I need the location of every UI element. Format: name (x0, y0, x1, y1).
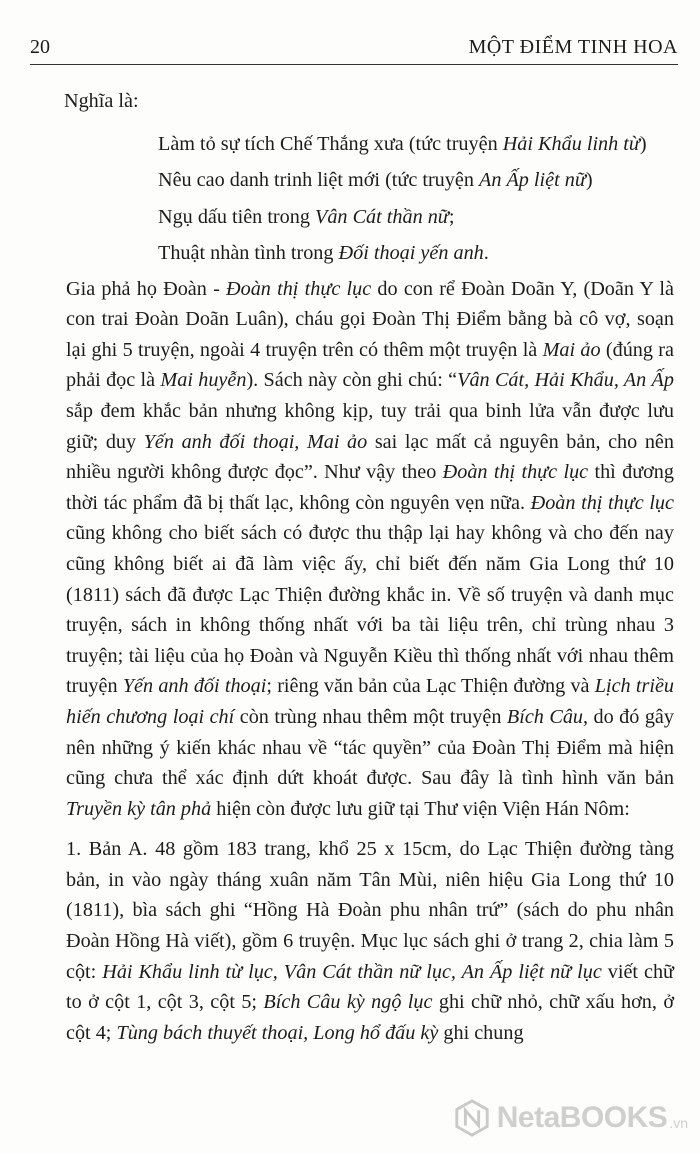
verse-line: Làm tỏ sự tích Chế Thắng xưa (tức truyện Hải Khẩu linh từ) (158, 132, 647, 155)
italic-title: Đoàn thị thực lục (530, 491, 674, 514)
text-run: hiện còn được lưu giữ tại Thư viện Viện Hán Nôm: (211, 797, 630, 820)
text-run: sai lạc mất cả nguyên bản, cho nên nhiều người không được đọc”. Như vậy theo (66, 430, 674, 484)
text-run: cũng không cho biết sách có được thu thập lại hay không và cho đến nay cũng không biết ai đã làm việc ấy, chỉ biết đến năm Gia Long thứ 10 (1811) sách đã được Lạc Thiện đường khắc in. Về số truyện và danh mục truyện, sách in không thống nhất với ba tài liệu trên, chỉ trùng nhau 3 truyện; tài liệu của họ Đoàn và Nguyễn Kiều thì thống nhất với nhau thêm truyện (66, 522, 674, 698)
intro-line: Nghĩa là: (64, 90, 139, 112)
italic-title: Bích Câu kỳ ngộ lục (263, 991, 433, 1014)
watermark-brand: NetaBOOKS (496, 1101, 668, 1134)
list-item-paragraph (66, 834, 674, 1048)
text-run: , do đó gây nên những ý kiến khác nhau về “tác quyền” của Đoàn Thị Điểm mà hiện cũng chưa thể xác định dứt khoát được. Sau đây là tình hình văn bản (66, 705, 674, 790)
body-paragraph (66, 274, 674, 825)
verse-line: Nêu cao danh trinh liệt mới (tức truyện An Ấp liệt nữ) (158, 169, 593, 192)
text-run: sắp đem khắc bản nhưng không kịp, tuy trải qua binh lửa vẫn được lưu giữ; duy (66, 399, 674, 453)
italic-title: Đoàn thị thực lục (226, 277, 372, 300)
text-run: ). Sách này còn ghi chú: “ (246, 369, 458, 392)
text-run: thì đương thời tác phẩm đã bị thất lạc, không còn nguyên vẹn nữa. (66, 461, 674, 514)
page-header (30, 34, 678, 65)
page-number: 20 (30, 36, 50, 58)
text-run: ; riêng văn bản của Lạc Thiện đường và (266, 675, 595, 698)
verse-line: Ngụ dấu tiên trong Vân Cát thần nữ; (158, 205, 455, 228)
text-run: Gia phả họ Đoàn - (66, 277, 227, 300)
italic-title: Bích Câu (506, 705, 584, 728)
italic-title: Yến anh đối thoại, Mai ảo (143, 430, 368, 453)
italic-title: Đoàn thị thực lục (442, 461, 589, 484)
italic-title: Tùng bách thuyết thoại, Long hổ đấu kỳ (116, 1021, 439, 1044)
text-run: ghi chung (438, 1021, 524, 1044)
italic-title: Lịch triều hiến chương loại chí (66, 675, 674, 728)
running-title: MỘT ĐIỂM TINH HOA (468, 36, 678, 58)
text-run: ghi chữ nhỏ, chữ xấu hơn, ở cột 4; (66, 991, 674, 1044)
text-run: 1. Bản A. 48 gồm 183 trang, khổ 25 x 15cm, do Lạc Thiện đường tàng bản, in vào ngày tháng xuân năm Tân Mùi, niên hiệu Gia Long thứ 10 (1811), bìa sách ghi “Hồng Hà Đoàn phu nhân trứ” (sách do phu nhân Đoàn Hồng Hà viết), gồm 6 truyện. Mục lục sách ghi ở trang 2, chia làm 5 cột: (66, 838, 674, 983)
text-run: còn trùng nhau thêm một truyện (234, 705, 507, 728)
text-run: (đúng ra phải đọc là (66, 338, 674, 392)
italic-title: Truyền kỳ tân phả (66, 797, 212, 820)
text-run: do con rể Đoàn Doãn Y, (Doãn Y là con trai Đoàn Doãn Luân), cháu gọi Đoàn Thị Điểm bằng bà cô vợ, soạn lại ghi 5 truyện, ngoài 4 truyện trên có thêm một truyện là (66, 277, 675, 361)
italic-title: Yến anh đối thoại (122, 675, 267, 698)
page-body (66, 86, 674, 1048)
verse-line: Thuật nhàn tình trong Đối thoại yến anh. (158, 242, 489, 265)
netabooks-logo-icon (453, 1099, 491, 1137)
watermark-suffix: .vn (669, 1115, 688, 1131)
italic-title: Hải Khẩu linh từ lục, Vân Cát thần nữ lục, An Ấp liệt nữ lục (102, 960, 602, 983)
italic-title: Mai ảo (542, 338, 601, 361)
verse-block (66, 126, 674, 272)
watermark (453, 1099, 688, 1137)
italic-title: Mai huyễn (160, 369, 247, 392)
text-run: viết chữ to ở cột 1, cột 3, cột 5; (66, 960, 674, 1014)
italic-title: Vân Cát, Hải Khẩu, An Ấp (457, 369, 674, 392)
